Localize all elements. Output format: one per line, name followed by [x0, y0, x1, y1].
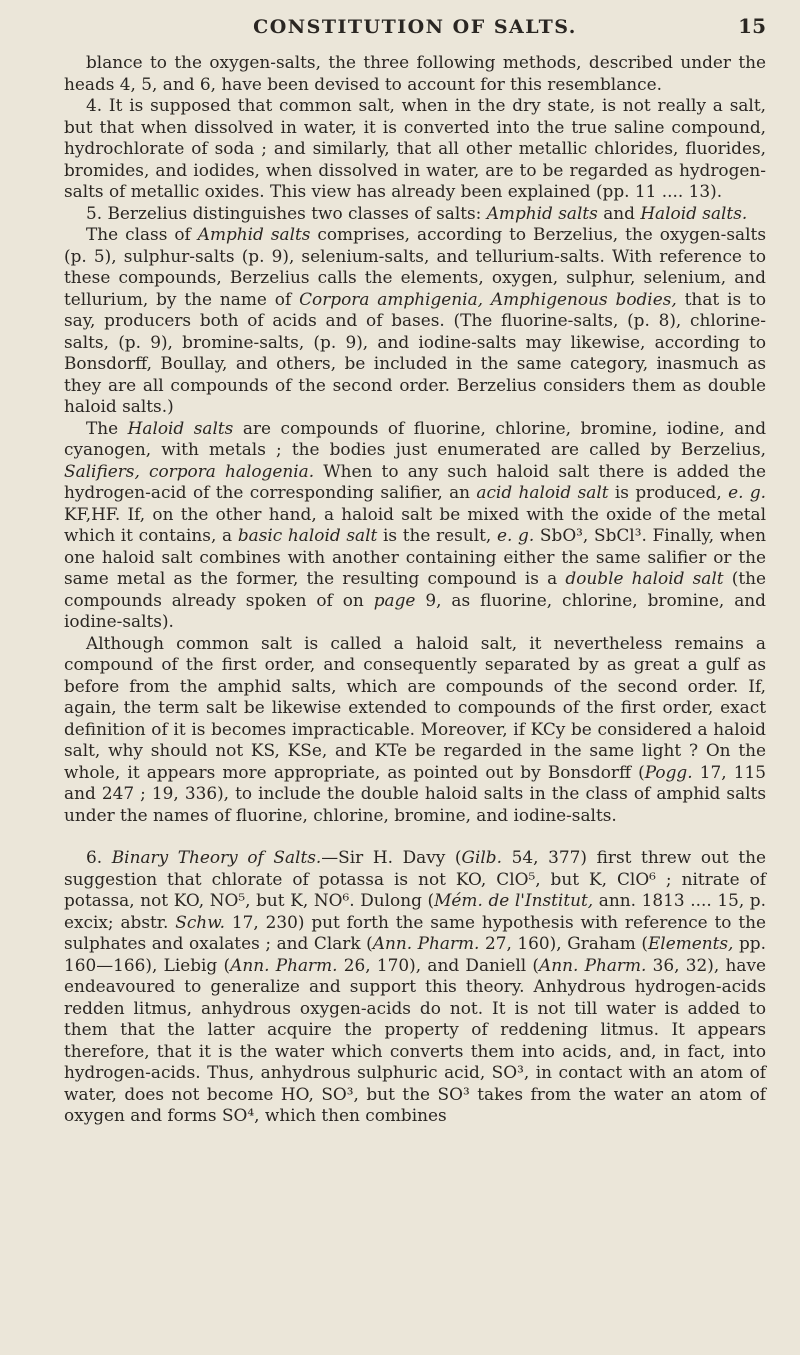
running-title: CONSTITUTION OF SALTS. — [253, 16, 577, 38]
italic-text: Haloid salts. — [640, 202, 748, 223]
text-run: SbO³, SbCl³. Finally, when one haloid salt combines with another containing either the same salifier or the same metal as the former, the resulting compound is a — [64, 525, 766, 588]
italic-text: Amphid salts — [486, 202, 598, 223]
text-run: are compounds of fluorine, chlorine, bromine, iodine, and cyanogen, with metals ; the bodies just enumerated are called by Berzelius, — [64, 417, 767, 459]
text-run: that is to say, producers both of acids and of bases. (The fluorine-salts, (p. 8), chlorine-salts, (p. 9), bromine-salts, (p. 9), and iodine-salts may likewise, according to Bonsdorff, Boullay, and others, be included in the same category, inasmuch as they are all compounds of the second order. Berzelius considers them as double haloid salts.) — [64, 288, 766, 416]
italic-text: Gilb. — [461, 847, 502, 867]
italic-text: Ann. Pharm. — [372, 933, 480, 953]
text-run: ann. 1813 .... 15, p. excix; abstr. — [64, 890, 766, 932]
text-run: The class of — [86, 224, 198, 244]
italic-text: Haloid salts — [127, 417, 234, 438]
page-header — [64, 14, 766, 38]
text-run: 26, 170), and Daniell ( — [337, 954, 539, 975]
text-run: 5. Berzelius distinguishes two classes of salts: — [86, 202, 487, 223]
text-run: 54, 377) first threw out the suggestion that chlorate of potassa is not KO, ClO⁵, but K, ClO⁶ ; nitrate of potassa, not KO, NO⁵, but K, NO⁶. Dulong ( — [64, 847, 766, 910]
text-run: and — [597, 202, 641, 223]
paragraph — [64, 418, 766, 633]
italic-text: Pogg. — [644, 761, 693, 782]
text-run: —Sir H. Davy ( — [321, 847, 462, 867]
page-number: 15 — [738, 14, 766, 38]
paragraph — [64, 633, 766, 827]
text-run: KF,HF. If, on the other hand, a haloid salt be mixed with the oxide of the metal which it contains, a — [64, 503, 766, 545]
italic-text: Ann. Pharm. — [230, 954, 338, 975]
text-run: 17, 115 and 247 ; 19, 336), to include the double haloid salts in the class of amphid salts under the names of fluorine, chlorine, bromine, and iodine-salts. — [64, 761, 766, 825]
italic-text: Mém. de l'Institut, — [434, 890, 594, 910]
text-run: blance to the oxygen-salts, the three following methods, described under the heads 4, 5, and 6, have been devised to account for this resemblance. — [64, 52, 766, 94]
italic-text: double haloid salt — [565, 568, 724, 588]
paragraph — [64, 847, 766, 1127]
text-run: is the result, — [377, 525, 497, 545]
text-run: 6. — [86, 847, 112, 867]
body-text — [64, 52, 766, 1127]
text-run: pp. 160—166), Liebig ( — [64, 933, 766, 975]
paragraph — [64, 95, 766, 203]
italic-text: page — [373, 589, 416, 610]
text-run: is produced, — [608, 482, 729, 502]
italic-text: e. g. — [728, 482, 767, 502]
italic-text: acid haloid salt — [476, 482, 609, 502]
text-run: 27, 160), Graham ( — [479, 933, 648, 953]
text-run: 9, as fluorine, chlorine, bromine, and iodine-salts). — [64, 589, 766, 631]
text-run: 4. It is supposed that common salt, when in the dry state, is not really a salt, but that when dissolved in water, it is converted into the true saline compound, hydrochlorate of soda ; and similarly, that all other metallic chlorides, fluorides, bromides, and iodides, when dissolved in water, are to be regarded as hydrogen-salts of metallic oxides. This view has already been explained (pp. 11 .... 13). — [64, 95, 766, 201]
italic-text: Salifiers, corpora halogenia. — [64, 460, 315, 481]
text-run: (the compounds already spoken of on — [64, 568, 766, 610]
italic-text: Elements, — [647, 933, 734, 953]
italic-text: e. g. — [496, 525, 535, 545]
italic-text: Amphid salts — [197, 224, 311, 244]
text-run: 17, 230) put forth the same hypothesis with reference to the sulphates and oxalates ; and Clark ( — [64, 911, 767, 953]
text-run: Although common salt is called a haloid salt, it nevertheless remains a compound of the first order, and consequently separated by as great a gulf as before from the amphid salts, which are compounds of the second order. If, again, the term salt be likewise extended to compounds of the first order, exact definition of it is becomes impracticable. Moreover, if KCy be considered a haloid salt, why should not KS, KSe, and KTe be regarded in the same light ? On the whole, it appears more appropriate, as pointed out by Bonsdorff ( — [64, 632, 766, 782]
text-run: The — [86, 417, 128, 438]
italic-text: Schw. — [175, 911, 226, 932]
paragraph — [64, 52, 766, 95]
text-run: 36, 32), have endeavoured to generalize and support this theory. Anhydrous hydrogen-acids redden litmus, anhydrous oxygen-acids do not. It is not till water is added to them that the latter acquire the property of reddening litmus. It appears therefore, that it is the water which converts them into acids, and, in fact, into hydrogen-acids. Thus, anhydrous sulphuric acid, SO³, in contact with an atom of water, does not become HO, SO³, but the SO³ takes from the water an atom of oxygen and forms SO⁴, which then combines — [64, 954, 767, 1125]
italic-text: Corpora amphigenia, Amphigenous bodies, — [299, 288, 677, 309]
paragraph — [64, 224, 766, 418]
text-run: comprises, according to Berzelius, the oxygen-salts (p. 5), sulphur-salts (p. 9), selenium-salts, and tellurium-salts. With reference to these compounds, Berzelius calls the elements, oxygen, sulphur, selenium, and tellurium, by the name of — [64, 224, 766, 309]
paragraph — [64, 203, 766, 225]
text-run: When to any such haloid salt there is added the hydrogen-acid of the corresponding salifier, an — [64, 460, 767, 502]
italic-text: Ann. Pharm. — [539, 954, 647, 975]
italic-text: basic haloid salt — [237, 525, 378, 545]
italic-text: Binary Theory of Salts. — [111, 847, 322, 867]
